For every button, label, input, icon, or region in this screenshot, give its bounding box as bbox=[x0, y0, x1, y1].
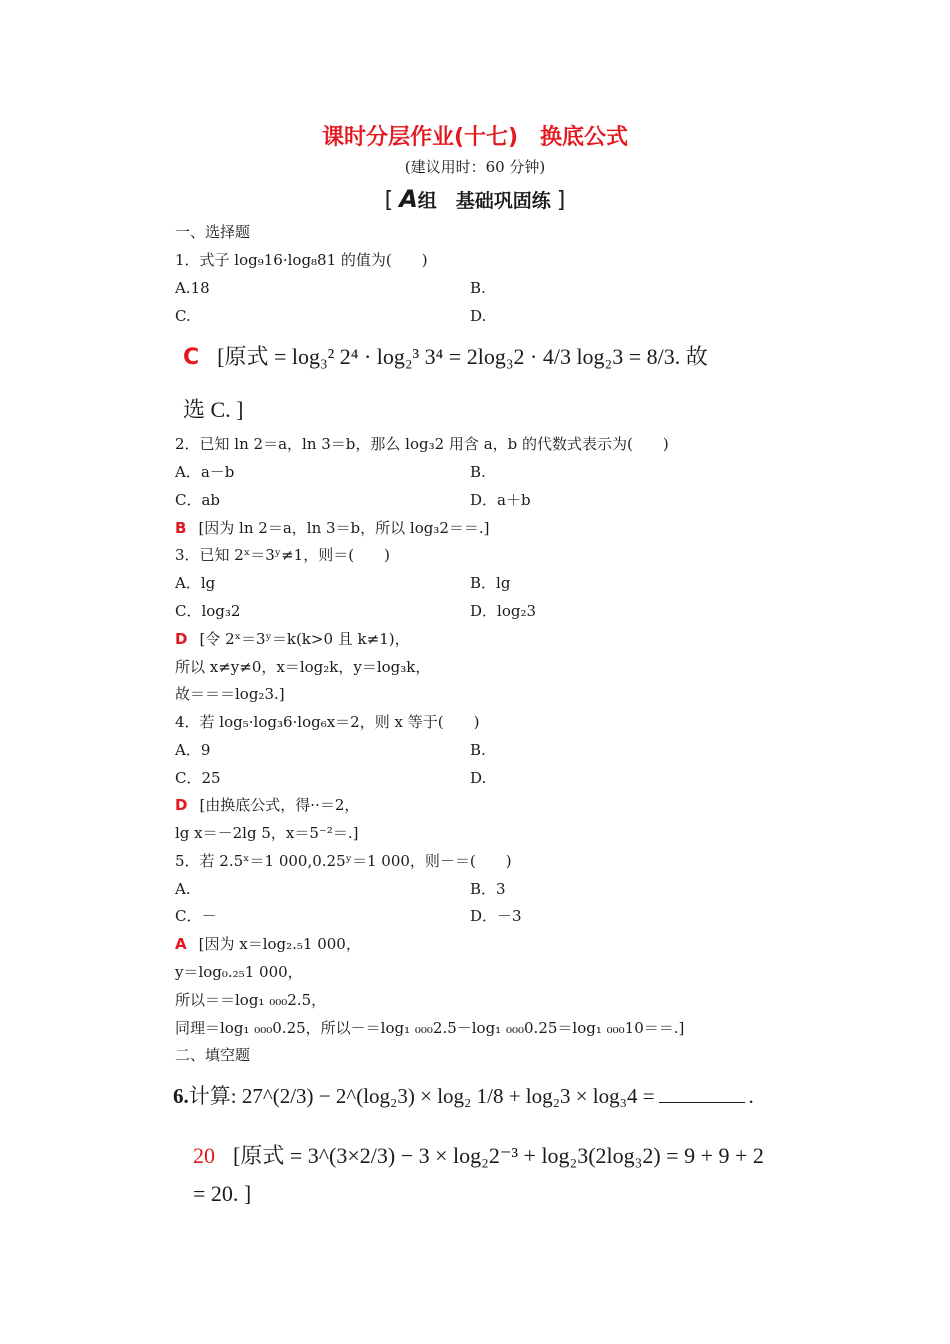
q3-option-c: C．log₃2 bbox=[175, 602, 241, 620]
q5-solution-line1 bbox=[175, 934, 361, 954]
q1-solution-line2: 选 C. ] bbox=[183, 397, 244, 422]
q4-solution-line2: lg x＝－2lg 5，x＝5⁻²＝.] bbox=[175, 824, 359, 842]
q4-option-d: D. bbox=[470, 769, 487, 787]
group-text: 组 基础巩固练 bbox=[417, 190, 551, 212]
q4-solution-text: [由换底公式，得··＝2， bbox=[199, 796, 360, 814]
q6-stem bbox=[173, 1082, 754, 1110]
q6-label: 计算: bbox=[188, 1084, 237, 1108]
q6-answer: 20 bbox=[193, 1143, 215, 1168]
q4-answer: D bbox=[175, 796, 188, 814]
q1-stem: 1．式子 log₉16·log₈81 的值为( ) bbox=[175, 251, 428, 269]
section-fill: 二、填空题 bbox=[175, 1046, 251, 1064]
q5-option-b: B．3 bbox=[470, 880, 506, 898]
page-subtitle: (建议用时：60 分钟) bbox=[404, 158, 546, 176]
q4-solution-line1 bbox=[175, 795, 359, 815]
q1-solution-line1 bbox=[183, 343, 708, 372]
q6-tail: . bbox=[748, 1084, 754, 1108]
q3-answer: D bbox=[175, 630, 188, 648]
q2-stem: 2．已知 ln 2＝a，ln 3＝b，那么 log₃2 用含 a，b 的代数式表示为( ) bbox=[175, 435, 669, 453]
q2-answer: B bbox=[175, 519, 187, 537]
q1-option-a: A.18 bbox=[175, 279, 210, 297]
section-choice: 一、选择题 bbox=[175, 223, 251, 241]
q4-option-a: A．9 bbox=[175, 741, 211, 759]
q2-option-b: B. bbox=[470, 463, 486, 481]
q6-solution-line2: = 20. ] bbox=[193, 1181, 252, 1206]
group-bracket-left: [ bbox=[384, 188, 394, 213]
q5-option-c: C．－ bbox=[175, 907, 217, 925]
q3-option-b: B．lg bbox=[470, 574, 511, 592]
q3-stem: 3．已知 2ˣ＝3ʸ≠1，则＝( ) bbox=[175, 546, 390, 564]
q3-solution-text: [令 2ˣ＝3ʸ＝k(k>0 且 k≠1)， bbox=[199, 630, 410, 648]
q3-option-a: A．lg bbox=[175, 574, 216, 592]
q6-answer-blank bbox=[659, 1084, 745, 1103]
q1-solution-text: [原式 = log₃² 2⁴ · log₂³ 3⁴ = 2log₃2 · 4/3 log₂3 = 8/3. 故 bbox=[217, 344, 708, 369]
q3-solution-line1 bbox=[175, 629, 410, 649]
q3-solution-line2: 所以 x≠y≠0，x＝log₂k，y＝log₃k， bbox=[175, 658, 431, 676]
q6-solution-line1 bbox=[193, 1142, 764, 1170]
q1-option-d: D. bbox=[470, 307, 487, 325]
q2-solution-text: [因为 ln 2＝a，ln 3＝b，所以 log₃2＝＝.] bbox=[198, 519, 490, 537]
q5-option-a: A. bbox=[175, 880, 191, 898]
q6-expression: 27^(2/3) − 2^(log₂3) × log₂ 1/8 + log₂3 × log₃4 = bbox=[241, 1084, 655, 1108]
q4-option-c: C．25 bbox=[175, 769, 221, 787]
group-bracket-right: ] bbox=[556, 188, 566, 213]
q6-number: 6. bbox=[173, 1084, 189, 1108]
q5-solution-line4: 同理＝log₁ ₀₀₀0.25，所以－＝log₁ ₀₀₀2.5－log₁ ₀₀₀0.25＝log₁ ₀₀₀10＝＝.] bbox=[175, 1019, 685, 1037]
q4-option-b: B. bbox=[470, 741, 486, 759]
group-letter: A bbox=[399, 185, 418, 213]
q2-option-a: A．a－b bbox=[175, 463, 235, 481]
q1-option-b: B. bbox=[470, 279, 486, 297]
q3-option-d: D．log₂3 bbox=[470, 602, 537, 620]
q3-solution-line3: 故＝＝＝log₂3.] bbox=[175, 685, 285, 703]
page-title: 课时分层作业(十七) 换底公式 bbox=[321, 125, 629, 150]
q5-stem: 5．若 2.5ˣ＝1 000,0.25ʸ＝1 000，则－＝( ) bbox=[175, 852, 512, 870]
q4-stem: 4．若 log₅·log₃6·log₆x＝2，则 x 等于( ) bbox=[175, 713, 480, 731]
q5-option-d: D．－3 bbox=[470, 907, 522, 925]
q5-solution-text: [因为 x＝log₂.₅1 000， bbox=[198, 935, 361, 953]
q5-solution-line3: 所以＝＝log₁ ₀₀₀2.5， bbox=[175, 991, 327, 1009]
q6-solution-text: [原式 = 3^(3×2/3) − 3 × log₂2⁻³ + log₂3(2log₃2) = 9 + 9 + 2 bbox=[233, 1143, 764, 1168]
group-header bbox=[0, 185, 950, 213]
q2-option-d: D．a＋b bbox=[470, 491, 531, 509]
q1-answer: C bbox=[183, 345, 200, 370]
q2-option-c: C．ab bbox=[175, 491, 221, 509]
q1-option-c: C. bbox=[175, 307, 191, 325]
q5-answer: A bbox=[175, 935, 187, 953]
q5-solution-line2: y＝log₀.₂₅1 000， bbox=[175, 963, 303, 981]
q2-solution bbox=[175, 518, 490, 538]
